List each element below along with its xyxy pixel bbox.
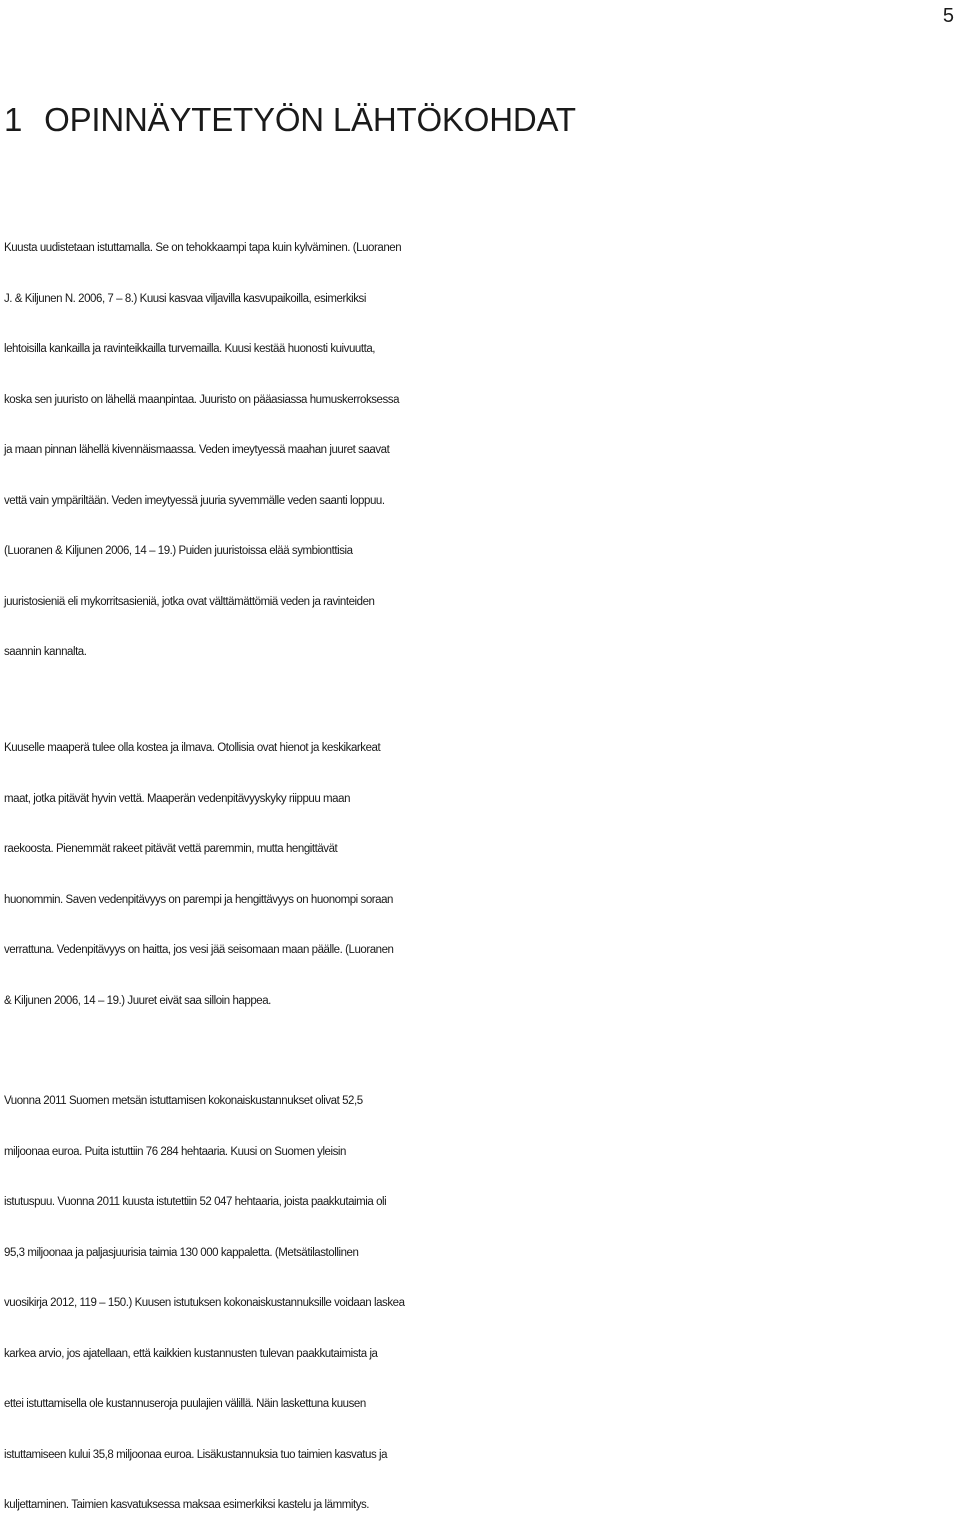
- paragraph-3: [4, 1076, 956, 1531]
- text-line: istutuspuu. Vuonna 2011 kuusta istutettiin 52 047 hehtaaria, joista paakkutaimia oli: [4, 1196, 387, 1208]
- text-line: juuristosieniä eli mykorritsasieniä, jotka ovat välttämättömiä veden ja ravinteiden: [4, 595, 375, 608]
- text-line: verrattuna. Vedenpitävyys on haitta, jos vesi jää seisomaan maan päälle. (Luoranen: [4, 944, 394, 956]
- text-line: huonommin. Saven vedenpitävyys on parempi ja hengittävyys on huonompi soraan: [4, 893, 393, 906]
- text-line: ettei istuttamisella ole kustannuseroja puulajien välillä. Näin laskettuna kuusen: [4, 1398, 366, 1410]
- text-line: ja maan pinnan lähellä kivennäismaassa. Veden imeytyessä maahan juuret saavat: [4, 444, 390, 456]
- chapter-title: OPINNÄYTETYÖN LÄHTÖKOHDAT: [44, 101, 576, 138]
- text-line: 95,3 miljoonaa ja paljasjuurisia taimia 130 000 kappaletta. (Metsätilastollinen: [4, 1246, 359, 1259]
- page-number: 5: [942, 5, 954, 27]
- text-line: istuttamiseen kului 35,8 miljoonaa euroa. Lisäkustannuksia tuo taimien kasvatus ja: [4, 1448, 388, 1461]
- text-line: kuljettaminen. Taimien kasvatuksessa maksaa esimerkiksi kastelu ja lämmitys.: [4, 1499, 370, 1511]
- text-line: Kuuselle maaperä tulee olla kostea ja ilmava. Otollisia ovat hienot ja keskikarkeat: [4, 742, 381, 754]
- text-line: lehtoisilla kankailla ja ravinteikkailla turvemailla. Kuusi kestää huonosti kuivuutta,: [4, 343, 376, 355]
- text-line: (Luoranen & Kiljunen 2006, 14 – 19.) Puiden juuristoissa elää symbionttisia: [4, 545, 353, 557]
- paragraph-1: [4, 223, 956, 678]
- text-line: J. & Kiljunen N. 2006, 7 – 8.) Kuusi kasvaa viljavilla kasvupaikoilla, esimerkiksi: [4, 292, 366, 305]
- text-line: vettä vain ympäriltään. Veden imeytyessä juuria syvemmälle veden saanti loppuu.: [4, 494, 385, 507]
- text-line: vuosikirja 2012, 119 – 150.) Kuusen istutuksen kokonaiskustannuksille voidaan laskea: [4, 1297, 405, 1309]
- text-line: & Kiljunen 2006, 14 – 19.) Juuret eivät saa silloin happea.: [4, 994, 271, 1007]
- text-line: raekoosta. Pienemmät rakeet pitävät vettä paremmin, mutta hengittävät: [4, 843, 338, 855]
- chapter-heading: [4, 96, 576, 144]
- paragraph-2: [4, 723, 956, 1026]
- text-line: saannin kannalta.: [4, 646, 87, 658]
- text-line: Vuonna 2011 Suomen metsän istuttamisen kokonaiskustannukset olivat 52,5: [4, 1095, 363, 1107]
- text-line: Kuusta uudistetaan istuttamalla. Se on tehokkaampi tapa kuin kylväminen. (Luoranen: [4, 242, 402, 254]
- text-line: karkea arvio, jos ajatellaan, että kaikkien kustannusten tulevan paakkutaimista ja: [4, 1347, 378, 1360]
- text-line: miljoonaa euroa. Puita istuttiin 76 284 hehtaaria. Kuusi on Suomen yleisin: [4, 1145, 346, 1158]
- text-line: koska sen juuristo on lähellä maanpintaa. Juuristo on pääasiassa humuskerroksessa: [4, 393, 400, 406]
- chapter-number: 1: [4, 101, 23, 138]
- text-line: maat, jotka pitävät hyvin vettä. Maaperän vedenpitävyyskyky riippuu maan: [4, 792, 351, 805]
